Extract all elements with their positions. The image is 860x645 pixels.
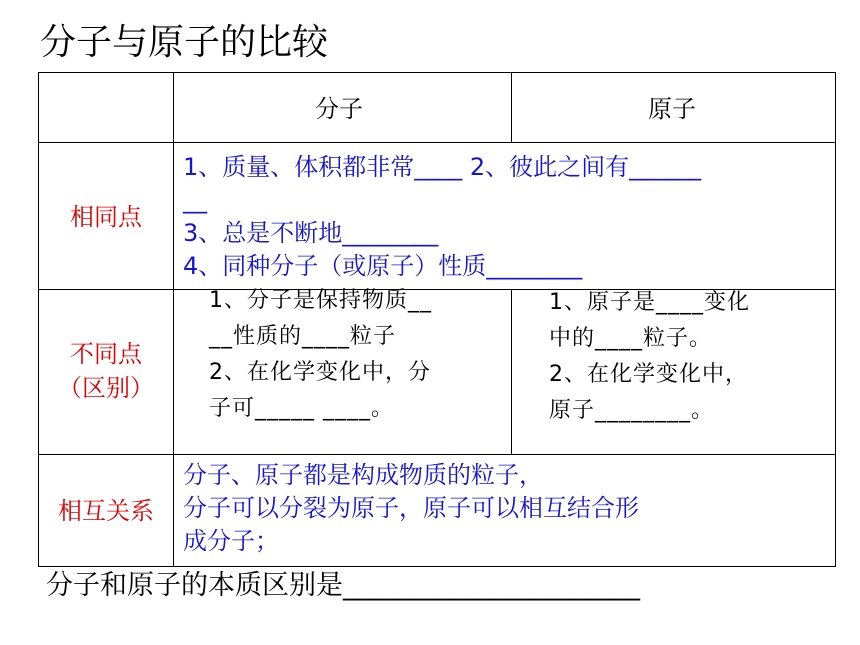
relation-line-2: 分子可以分裂为原子，原子可以相互结合形 [183, 494, 639, 522]
label-relation: 相互关系 [58, 497, 154, 525]
same-line-1: 1、质量、体积都非常____ 2、彼此之间有______ [183, 153, 702, 181]
same-line-4: 4、同种分子（或原子）性质________ [183, 252, 583, 280]
label-different-2: （区别） [58, 374, 154, 402]
column-divider [173, 73, 174, 566]
molecule-diff-line-3: 2、在化学变化中，分 [209, 360, 431, 385]
row-divider [39, 142, 835, 143]
same-line-2: __ [183, 186, 207, 214]
row-divider [39, 454, 835, 455]
atom-diff-line-4: 原子________。 [549, 398, 715, 423]
same-line-3: 3、总是不断地________ [183, 219, 439, 247]
column-divider [511, 73, 512, 142]
label-same: 相同点 [70, 203, 142, 231]
bottom-question: 分子和原子的本质区别是______________________ [46, 570, 640, 601]
atom-diff-line-1: 1、原子是____变化 [549, 290, 750, 315]
relation-line-1: 分子、原子都是构成物质的粒子， [183, 461, 543, 489]
comparison-table [38, 72, 836, 567]
label-different-1: 不同点 [70, 340, 142, 368]
molecule-diff-line-4: 子可_____ ____。 [209, 396, 394, 421]
header-atom: 原子 [648, 95, 696, 123]
atom-diff-line-3: 2、在化学变化中， [549, 362, 748, 387]
page-title: 分子与原子的比较 [40, 22, 329, 63]
relation-line-3: 成分子； [183, 527, 279, 555]
molecule-diff-line-2: __性质的____粒子 [209, 324, 397, 349]
molecule-diff-line-1: 1、分子是保持物质__ [209, 288, 432, 313]
header-molecule: 分子 [315, 95, 363, 123]
atom-diff-line-2: 中的____粒子。 [549, 326, 713, 351]
column-divider [511, 289, 512, 454]
